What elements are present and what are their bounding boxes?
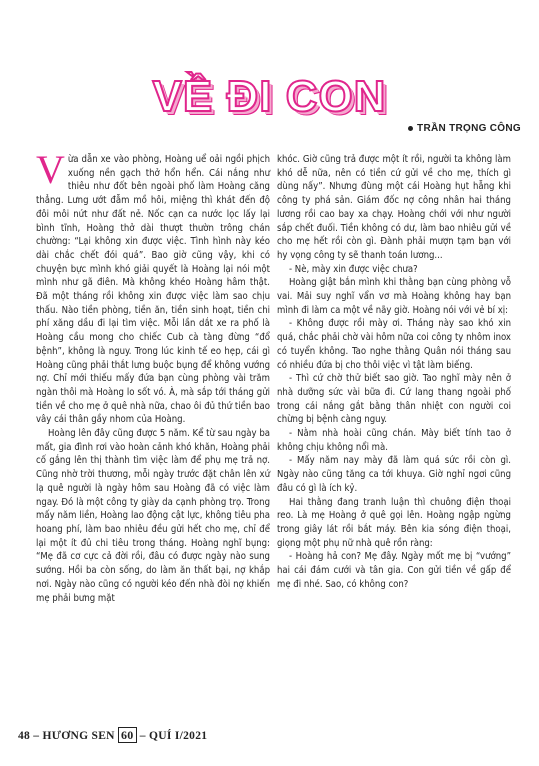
right-column [277,153,511,592]
drop-cap: V [36,147,65,192]
left-column [36,147,270,605]
issue-period: QUÍ I/2021 [149,730,208,742]
paragraph: - Nè, mày xin được việc chưa? [289,263,418,275]
separator: – [33,730,40,742]
paragraph: Hoàng giật bắn mình khi thằng bạn cùng phòng vỗ vai. Mải suy nghĩ vẩn vơ mà Hoàng không hay bạn mình đi làm ca một về nãy giờ. Hoàng nói với vẻ bí xị: [277,277,511,316]
separator: – [139,730,146,742]
bullet-icon [408,126,413,131]
page-footer [18,728,207,743]
page-title: VỀ ĐI CON [152,72,387,121]
paragraph: - Mấy năm nay mày đã làm quá sức rồi còn gì. Ngày nào cũng tăng ca tới khuya. Giờ nghỉ ngơi cũng đâu có gì là ích kỷ. [277,455,511,494]
page-number: 48 [18,730,31,742]
paragraph: Hoàng lên đây cũng được 5 năm. Kể từ sau ngày ba mất, gia đình rơi vào hoàn cảnh khó khăn, Hoàng phải cố gắng lên thị thành tìm việc làm để phụ mẹ trả nợ. Cũng nhờ trời thương, mỗi ngày trước đặt chân lên xứ lạ quê người là ngày hôm sau Hoàng đã có việc làm ngay. Đó là một công ty giày da cạnh phòng trọ. Trong mấy năm liền, Hoàng lao động cật lực, không tiêu pha hoang phí, làm bao nhiêu đều gửi hết cho mẹ, chỉ để lại một ít đủ chi tiêu trong tháng. Hoàng nghĩ bụng: “Mẹ đã cơ cực cả đời rồi, đâu có được ngày nào sung sướng. Hồi ba còn sống, do làm ăn thất bại, nợ khắp nơi. Ngày nào cũng có người kéo đến nhà đòi nợ khiến mẹ phải bưng mặt [36,428,270,604]
paragraph: - Thì cứ chờ thử biết sao giờ. Tao nghĩ mày nên ở nhà dưỡng sức vài bữa đi. Cứ lang thang ngoài phố trong cái nắng gắt bằng thân nhiệt con người coi chừng bị bệnh càng nguy. [277,373,511,426]
issue-number: 60 [118,727,137,743]
paragraph: Hai thằng đang tranh luận thì chuông điện thoại reo. Là mẹ Hoàng ở quê gọi lên. Hoàng ngập ngừng trong giây lát rồi bắt máy. Bên kia sóng điện thoại, giọng một phụ nữ nhà quê rồn ràng: [277,496,511,549]
paragraph-text: ừa dẫn xe vào phòng, Hoàng uể oải ngồi phịch xuống nền gạch thở hổn hển. Cái nắng như thiêu như đốt bên ngoài phố làm Hoàng căng thẳng. Lưng ướt đẫm mồ hôi, miệng thì khát đến độ đôi môi nứt như đất nẻ. Nốc cạn ca nước lọc lấy lại bình tĩnh, Hoàng thở dài thượt thườn trông chán chường: “Lại không xin được việc. Tình hình này kéo dài chắc chết đói quá”. Bao giờ cũng vậy, khi có chuyện bực mình khó giải quyết là Hoàng lại nói một mình như gã điên. Mà không khéo Hoàng hâm thật. Đã một tháng rồi không xin được việc làm sao chịu thấu. Nào tiền phòng, tiền ăn, tiền sinh hoạt, tiền chi phí xăng dầu đi lại tìm việc. Mỗi lần dắt xe ra phố là Hoàng cầu mong cho chiếc Cub cà tàng đừng “đổ bệnh”, không là nguy. Trong lúc kinh tế eo hẹp, cái gì Hoàng cũng phải thắt lưng buộc bụng để không vướng nợ. Chỉ mới thiếu mấy đứa bạn cùng phòng vài trăm ngàn thôi mà Hoàng lo sốt vó. À, mà sắp tới tháng gửi tiền về cho mẹ ở quê nhà nữa, chao ôi đủ thứ tiền bao vây cái thân gầy nhom của Hoàng. [36,154,270,426]
magazine-name: HƯƠNG SEN [42,730,115,742]
paragraph: khóc. Giờ cũng trả được một ít rồi, người ta không làm khó dễ nữa, nên có tiền cứ gửi về cho mẹ, thích gì dùng nấy”. Nhưng đùng một cái Hoàng hụt hẫng khi công ty phá sản. Giám đốc nợ công nhân hai tháng lương rồi cao bay xa chạy. Hoàng chới với như người sắp chết đuối. Tiền không có dư, làm bao nhiêu gửi về cho mẹ hết rồi còn gì. Đành phải mượn tạm bạn với hy vọng công ty sẽ thanh toán lương... [277,154,511,261]
paragraph [36,147,270,427]
author-byline [408,123,521,134]
author-name: TRẦN TRỌNG CÔNG [417,123,521,134]
paragraph: - Hoàng hả con? Mẹ đây. Ngày mốt mẹ bị “vướng” hai cái đám cưới và tân gia. Con gửi tiền về gấp để mẹ đi nhé. Sao, có không con? [277,551,511,590]
paragraph: - Không được rồi mày ơi. Tháng này sao khó xin quá, chắc phải chờ vài hôm nữa coi công ty nhôm inox có tuyển không. Tao nghe thằng Quân nói tháng sau có nhiều đứa bị cho thôi việc vì tật làm biếng. [277,318,511,371]
paragraph: - Nằm nhà hoài cũng chán. Mày biết tính tao ở không chịu không nổi mà. [277,428,511,453]
